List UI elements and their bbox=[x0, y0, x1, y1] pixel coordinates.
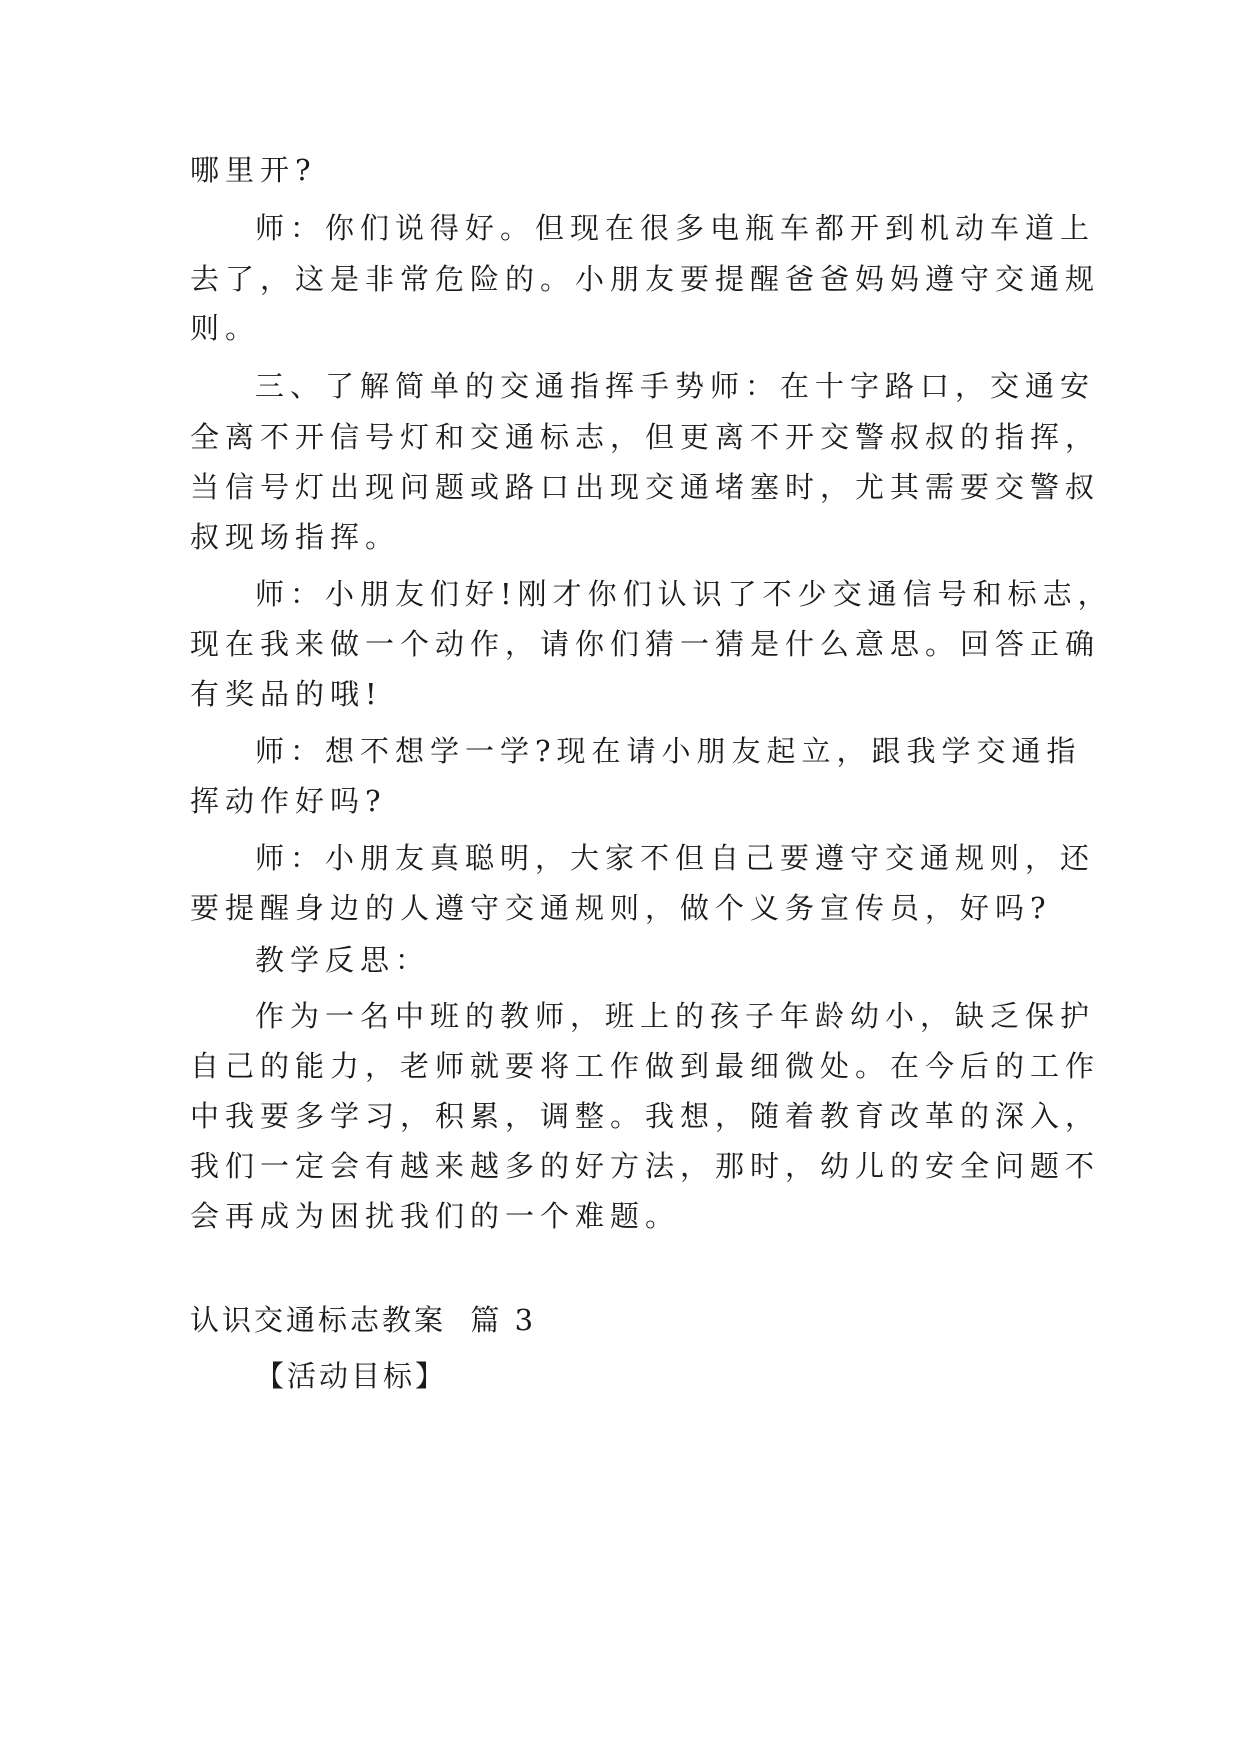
text-line: 师：想不想学一学?现在请小朋友起立，跟我学交通指 bbox=[255, 734, 1082, 768]
text-line: 会再成为困扰我们的一个难题。 bbox=[190, 1199, 681, 1233]
text-line: 哪里开? bbox=[190, 153, 317, 187]
text-line: 去了，这是非常危险的。小朋友要提醒爸爸妈妈遵守交通规 bbox=[190, 262, 1101, 296]
text-line: 师：小朋友们好!刚才你们认识了不少交通信号和标志， bbox=[255, 577, 1113, 611]
section-title: 认识交通标志教案 篇 3 bbox=[190, 1303, 537, 1337]
text-line: 当信号灯出现问题或路口出现交通堵塞时，尤其需要交警叔 bbox=[190, 470, 1101, 504]
text-line: 三、了解简单的交通指挥手势师：在十字路口，交通安 bbox=[255, 369, 1096, 403]
text-line: 要提醒身边的人遵守交通规则，做个义务宣传员，好吗? bbox=[190, 891, 1052, 925]
text-line: 师：小朋友真聪明，大家不但自己要遵守交通规则，还 bbox=[255, 841, 1096, 875]
text-line: 则。 bbox=[190, 311, 261, 345]
text-line: 教学反思： bbox=[255, 943, 431, 977]
text-line: 我们一定会有越来越多的好方法，那时，幼儿的安全问题不 bbox=[190, 1149, 1101, 1183]
text-line: 现在我来做一个动作，请你们猜一猜是什么意思。回答正确 bbox=[190, 627, 1101, 661]
text-line: 作为一名中班的教师，班上的孩子年龄幼小，缺乏保护 bbox=[255, 999, 1096, 1033]
text-line: 全离不开信号灯和交通标志，但更离不开交警叔叔的指挥， bbox=[190, 420, 1101, 454]
text-line: 师：你们说得好。但现在很多电瓶车都开到机动车道上 bbox=[255, 211, 1096, 245]
text-line: 自己的能力，老师就要将工作做到最细微处。在今后的工作 bbox=[190, 1049, 1101, 1083]
text-line: 挥动作好吗? bbox=[190, 784, 387, 818]
text-line: 中我要多学习，积累，调整。我想，随着教育改革的深入， bbox=[190, 1099, 1101, 1133]
subsection-title: 【活动目标】 bbox=[255, 1359, 448, 1393]
text-line: 有奖品的哦! bbox=[190, 677, 383, 711]
text-line: 叔现场指挥。 bbox=[190, 520, 401, 554]
